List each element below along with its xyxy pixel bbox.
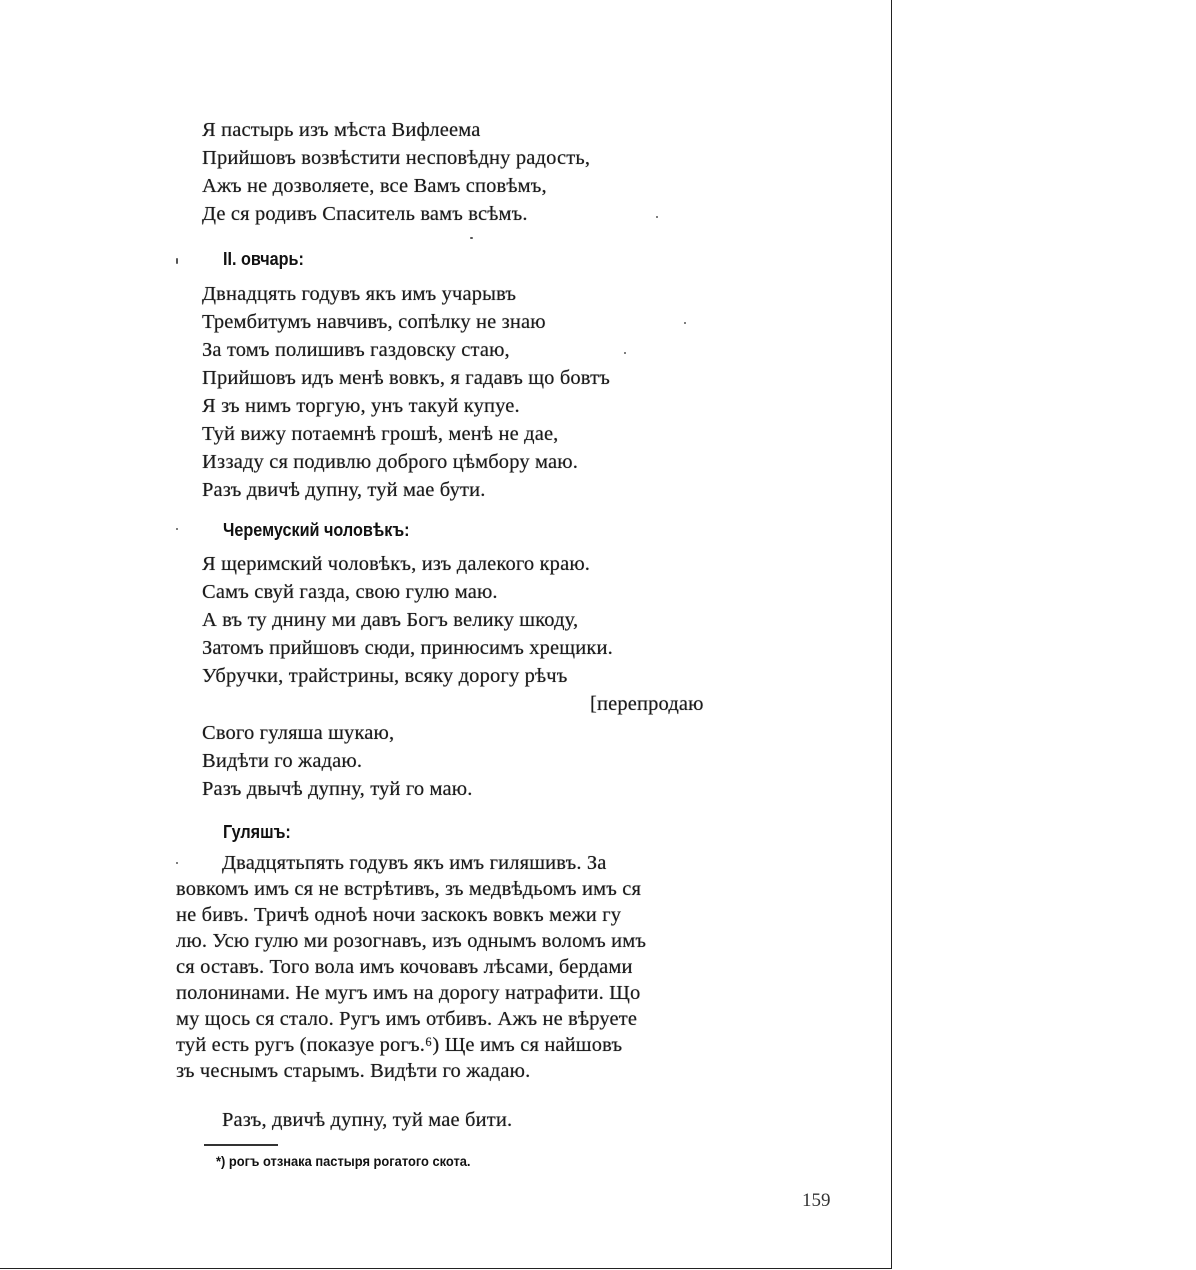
stanza1-line-2: Прийшовъ возвѣстити несповѣдну радость,: [202, 147, 591, 169]
prose-line-8: туй есть ругъ (показуе рогъ.⁶) Ще имъ ся найшовъ: [176, 1034, 623, 1056]
scan-speck: [656, 216, 658, 218]
prose-line-9: зъ чеснымъ старымъ. Видѣти го жадаю.: [176, 1060, 531, 1082]
stanza2-line-8: Разъ двичѣ дупну, туй мае бути.: [202, 479, 486, 501]
prose-line-1: Двадцятьпять годувъ якъ имъ гиляшивъ. За: [222, 852, 607, 874]
footnote: [216, 1153, 471, 1169]
speaker-heading-cheremuskyi: Черемуский чоловѣкъ:: [223, 520, 410, 540]
stanza1-line-4: Де ся родивъ Спаситель вамъ всѣмъ.: [202, 203, 528, 225]
stanza3-line-1: Я щеримский чоловѣкъ, изъ далекого краю.: [202, 553, 591, 575]
stanza1-line-1: Я пастырь изъ мѣста Вифлеема: [202, 119, 481, 141]
prose-line-4: лю. Усю гулю ми розогнавъ, изъ однымъ воломъ имъ: [176, 930, 647, 952]
footnote-rule: [204, 1144, 278, 1146]
scan-speck: [176, 862, 178, 864]
stanza3-line-5: Убручки, трайстрины, всяку дорогу рѣчъ: [202, 665, 568, 687]
stanza3b-line-3: Разъ двычѣ дупну, туй го маю.: [202, 778, 473, 800]
stanza2-line-3: За томъ полишивъ газдовску стаю,: [202, 339, 510, 361]
stanza3b-line-1: Свого гуляша шукаю,: [202, 722, 395, 744]
stanza1-line-3: Ажъ не дозволяете, все Вамъ сповѣмъ,: [202, 175, 547, 197]
prose-line-7: му щось ся стало. Ругъ имъ отбивъ. Ажъ не вѣруете: [176, 1008, 638, 1030]
stanza2-line-1: Двнадцять годувъ якъ имъ учарывъ: [202, 283, 517, 305]
stanza3-line-3: А въ ту днину ми давъ Богъ велику шкоду,: [202, 609, 579, 631]
footnote-text: рогъ отзнака пастыря рогатого скота.: [228, 1153, 471, 1169]
prose-final-line: Разъ, двичѣ дупну, туй мае бити.: [222, 1109, 513, 1131]
stanza2-line-2: Трембитумъ навчивъ, сопѣлку не знаю: [202, 311, 546, 333]
stanza2-line-6: Туй вижу потаемнѣ грошѣ, менѣ не дае,: [202, 423, 559, 445]
scan-speck: [470, 237, 473, 239]
prose-line-3: не бивъ. Тричѣ одноѣ ночи заскокъ вовкъ межи гу: [176, 904, 622, 926]
stanza3-overflow: [перепродаю: [590, 693, 704, 715]
scan-speck: [684, 322, 686, 324]
scan-speck: [624, 352, 626, 354]
stanza3-line-4: Затомъ прийшовъ сюди, принюсимъ хрещики.: [202, 637, 613, 659]
scan-speck: [176, 258, 178, 264]
stanza3-line-2: Самъ свуй газда, свою гулю маю.: [202, 581, 498, 603]
prose-line-2: вовкомъ имъ ся не встрѣтивъ, зъ медвѣдьомъ имъ ся: [176, 878, 642, 900]
gulyash-prose: [176, 850, 724, 1084]
prose-line-6: полонинами. Не мугъ имъ на дорогу натрафити. Що: [176, 982, 641, 1004]
speaker-heading-ovchar: II. овчарь:: [223, 249, 304, 269]
footnote-mark: *): [216, 1153, 226, 1169]
prose-line-5: ся оставъ. Того вола имъ кочовавъ лѣсами, бердами: [176, 956, 633, 978]
stanza2-line-4: Прийшовъ идъ менѣ вовкъ, я гадавъ що бовтъ: [202, 367, 610, 389]
stanza2-line-7: Иззаду ся подивлю доброго цѣмбору маю.: [202, 451, 578, 473]
scan-speck: [176, 528, 178, 530]
stanza2-line-5: Я зъ нимъ торгую, унъ такуй купуе.: [202, 395, 520, 417]
page-number: 159: [802, 1190, 831, 1211]
speaker-heading-gulyash: Гуляшъ:: [223, 822, 291, 842]
stanza3b-line-2: Видѣти го жадаю.: [202, 750, 363, 772]
